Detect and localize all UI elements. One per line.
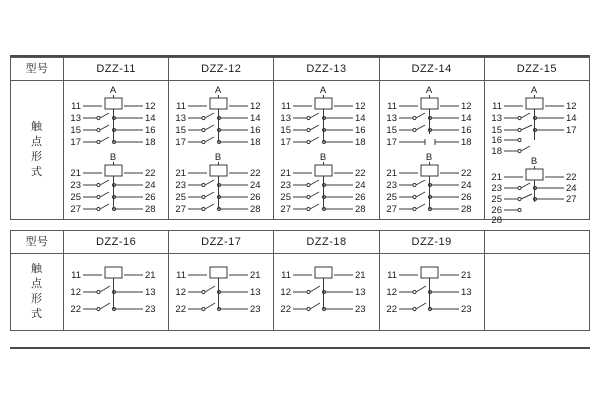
contact-diagram-dzz-11 <box>64 84 168 216</box>
terminal-21: 21 <box>280 168 292 179</box>
terminal-13: 13 <box>70 113 82 124</box>
terminal-13: 13 <box>280 113 292 124</box>
terminal-23: 23 <box>70 180 82 191</box>
terminal-26: 26 <box>460 192 472 203</box>
terminal-21: 21 <box>70 168 82 179</box>
contact-diagram-dzz-19 <box>380 257 484 327</box>
terminal-21: 21 <box>386 168 397 179</box>
header-model-dzz-14: DZZ-14 <box>379 58 484 81</box>
table-dzz-16-19 <box>10 230 590 331</box>
terminal-25: 25 <box>491 194 502 205</box>
terminal-22: 22 <box>460 168 472 179</box>
header-model-dzz-12: DZZ-12 <box>169 58 274 81</box>
terminal-18: 18 <box>491 146 502 157</box>
terminal-11: 11 <box>386 270 397 281</box>
terminal-16: 16 <box>460 125 472 136</box>
terminal-21: 21 <box>460 270 472 281</box>
terminal-21: 21 <box>250 270 261 281</box>
table-row <box>11 254 590 331</box>
terminal-21: 21 <box>491 172 502 183</box>
terminal-16: 16 <box>355 125 367 136</box>
contact-diagram-dzz-17 <box>169 257 273 327</box>
header-model-dzz-16: DZZ-16 <box>64 231 169 254</box>
terminal-27: 27 <box>386 204 397 215</box>
terminal-27: 27 <box>175 204 187 215</box>
terminal-13: 13 <box>250 287 261 298</box>
terminal-28: 28 <box>355 204 367 215</box>
terminal-11: 11 <box>176 270 187 281</box>
terminal-27: 27 <box>565 194 577 205</box>
terminal-24: 24 <box>145 180 156 191</box>
terminal-15: 15 <box>280 125 292 136</box>
terminal-23: 23 <box>280 180 292 191</box>
terminal-22: 22 <box>565 172 577 183</box>
terminal-18: 18 <box>145 137 156 148</box>
contact-diagram-dzz-14 <box>380 84 484 216</box>
terminal-11: 11 <box>281 270 292 281</box>
terminal-17: 17 <box>565 125 577 136</box>
terminal-18: 18 <box>250 137 261 148</box>
terminal-21: 21 <box>355 270 367 281</box>
diagram-cell-dzz-17 <box>169 254 274 331</box>
terminal-12: 12 <box>460 101 472 112</box>
terminal-14: 14 <box>565 113 577 124</box>
header-model-dzz-15: DZZ-15 <box>484 58 589 81</box>
terminal-14: 14 <box>460 113 472 124</box>
terminal-27: 27 <box>280 204 292 215</box>
terminal-11: 11 <box>281 101 292 112</box>
group-letter-b: B <box>530 156 538 167</box>
terminal-17: 17 <box>280 137 292 148</box>
row-label-char-2: 点 <box>31 136 43 148</box>
row-label2-char-4: 式 <box>31 308 43 320</box>
terminal-12: 12 <box>280 287 292 298</box>
terminal-12: 12 <box>250 101 261 112</box>
group-letter-a: A <box>215 85 222 96</box>
bottom-rule <box>10 347 590 349</box>
terminal-12: 12 <box>386 287 397 298</box>
terminal-11: 11 <box>176 101 187 112</box>
terminal-22: 22 <box>175 304 187 315</box>
terminal-11: 11 <box>386 101 397 112</box>
group-letter-b: B <box>109 152 117 163</box>
header-model-dzz-19: DZZ-19 <box>379 231 484 254</box>
table-row <box>11 231 590 254</box>
terminal-23: 23 <box>175 180 187 191</box>
group-letter-a: A <box>109 85 117 96</box>
header-label-model: 型号 <box>11 58 64 81</box>
table-row <box>11 81 590 220</box>
header-model-dzz-17: DZZ-17 <box>169 231 274 254</box>
terminal-16: 16 <box>491 135 502 146</box>
row-label2-char-3: 形 <box>31 293 43 305</box>
terminal-13: 13 <box>491 113 502 124</box>
diagram-cell-dzz-13 <box>274 81 379 220</box>
terminal-13: 13 <box>355 287 367 298</box>
terminal-11: 11 <box>492 101 502 112</box>
group-letter-b: B <box>425 152 432 163</box>
contact-diagram-dzz-18 <box>274 257 378 327</box>
row-label-char-1: 触 <box>31 121 43 133</box>
terminal-23: 23 <box>386 180 397 191</box>
terminal-12: 12 <box>565 101 577 112</box>
header-model-dzz-13: DZZ-13 <box>274 58 379 81</box>
terminal-18: 18 <box>355 137 367 148</box>
terminal-22: 22 <box>280 304 292 315</box>
terminal-26: 26 <box>250 192 261 203</box>
terminal-15: 15 <box>175 125 187 136</box>
terminal-12: 12 <box>355 101 367 112</box>
diagram-cell-dzz-15 <box>484 81 589 226</box>
contact-diagram-dzz-12 <box>169 84 273 216</box>
terminal-26: 26 <box>355 192 367 203</box>
diagram-cell-dzz-12 <box>169 81 274 220</box>
diagram-cell-dzz-19 <box>379 254 484 331</box>
row-label2-char-1: 触 <box>31 263 43 275</box>
terminal-28: 28 <box>460 204 472 215</box>
terminal-16: 16 <box>145 125 156 136</box>
terminal-14: 14 <box>250 113 261 124</box>
terminal-15: 15 <box>70 125 82 136</box>
table-dzz-11-15 <box>10 57 590 226</box>
terminal-25: 25 <box>280 192 292 203</box>
terminal-14: 14 <box>355 113 367 124</box>
group-letter-b: B <box>215 152 222 163</box>
group-letter-a: A <box>320 85 327 96</box>
header-model-dzz-18: DZZ-18 <box>274 231 379 254</box>
terminal-22: 22 <box>355 168 367 179</box>
terminal-12: 12 <box>145 101 156 112</box>
group-letter-b: B <box>320 152 327 163</box>
diagram-cell-empty <box>484 254 589 331</box>
terminal-25: 25 <box>386 192 397 203</box>
terminal-13: 13 <box>460 287 472 298</box>
contact-diagram-dzz-13 <box>274 84 378 216</box>
terminal-26: 26 <box>491 205 502 216</box>
terminal-23: 23 <box>460 304 472 315</box>
terminal-22: 22 <box>70 304 82 315</box>
diagram-cell-dzz-18 <box>274 254 379 331</box>
table-row <box>11 58 590 81</box>
diagram-cell-dzz-14 <box>379 81 484 220</box>
terminal-13: 13 <box>145 287 156 298</box>
terminal-16: 16 <box>250 125 261 136</box>
terminal-24: 24 <box>460 180 472 191</box>
terminal-22: 22 <box>250 168 261 179</box>
terminal-24: 24 <box>250 180 261 191</box>
terminal-25: 25 <box>70 192 82 203</box>
terminal-21: 21 <box>145 270 156 281</box>
terminal-23: 23 <box>145 304 156 315</box>
header-label-model-2: 型号 <box>11 231 64 254</box>
terminal-25: 25 <box>175 192 187 203</box>
header-model-empty <box>484 231 589 254</box>
row-label-char-3: 形 <box>31 151 43 163</box>
terminal-28: 28 <box>491 215 502 226</box>
terminal-15: 15 <box>386 125 397 136</box>
terminal-18: 18 <box>460 137 472 148</box>
header-model-dzz-11: DZZ-11 <box>64 58 169 81</box>
terminal-24: 24 <box>565 183 577 194</box>
terminal-12: 12 <box>175 287 187 298</box>
terminal-15: 15 <box>491 125 502 136</box>
terminal-13: 13 <box>175 113 187 124</box>
terminal-27: 27 <box>70 204 82 215</box>
terminal-23: 23 <box>355 304 367 315</box>
row-label-char-4: 式 <box>31 166 43 178</box>
contact-diagram-dzz-15 <box>485 84 589 226</box>
terminal-14: 14 <box>145 113 156 124</box>
terminal-17: 17 <box>386 137 397 148</box>
contact-diagram-dzz-16 <box>64 257 168 327</box>
row-label-contact-form-2 <box>11 254 64 331</box>
terminal-28: 28 <box>250 204 261 215</box>
group-letter-a: A <box>530 85 538 96</box>
diagram-cell-dzz-11 <box>64 81 169 220</box>
terminal-24: 24 <box>355 180 367 191</box>
row-label-contact-form <box>11 81 64 220</box>
terminal-13: 13 <box>386 113 397 124</box>
group-letter-a: A <box>425 85 432 96</box>
terminal-21: 21 <box>175 168 187 179</box>
terminal-12: 12 <box>70 287 82 298</box>
diagram-cell-dzz-16 <box>64 254 169 331</box>
terminal-22: 22 <box>145 168 156 179</box>
terminal-26: 26 <box>145 192 156 203</box>
terminal-22: 22 <box>386 304 397 315</box>
row-label2-char-2: 点 <box>31 278 43 290</box>
terminal-17: 17 <box>70 137 82 148</box>
terminal-28: 28 <box>145 204 156 215</box>
terminal-23: 23 <box>250 304 261 315</box>
terminal-17: 17 <box>175 137 187 148</box>
terminal-23: 23 <box>491 183 502 194</box>
terminal-11: 11 <box>71 270 82 281</box>
terminal-11: 11 <box>71 101 82 112</box>
